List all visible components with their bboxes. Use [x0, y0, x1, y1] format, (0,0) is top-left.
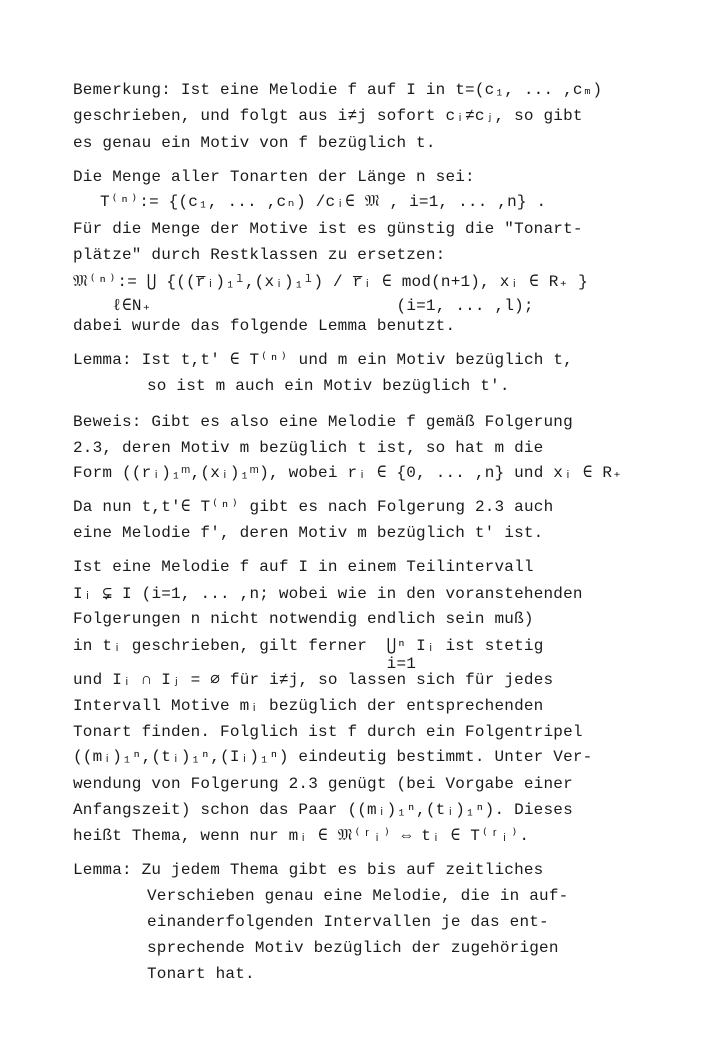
text-line: Form ((rᵢ)₁ᵐ,(xᵢ)₁ᵐ), wobei rᵢ ∈ {0, ... ,n} und xᵢ ∈ R₊: [73, 464, 622, 482]
text-line: plätze" durch Restklassen zu ersetzen:: [73, 246, 446, 264]
text-line: Verschieben genau eine Melodie, die in auf-: [147, 887, 569, 905]
text-line: Folgerungen n nicht notwendig endlich sein muß): [73, 610, 534, 628]
text-line: und Iᵢ ∩ Iⱼ = ∅ für i≠j, so lassen sich für jedes: [73, 671, 554, 689]
text-line: heißt Thema, wenn nur mᵢ ∈ 𝔐⁽ʳᵢ⁾ ⇔ tᵢ ∈ T⁽ʳᵢ⁾.: [73, 827, 530, 845]
text-line: Ist eine Melodie f auf I in einem Teilintervall: [73, 558, 534, 576]
text-line: Beweis: Gibt es also eine Melodie f gemäß Folgerung: [73, 413, 573, 431]
text-line: es genau ein Motiv von f bezüglich t.: [73, 134, 436, 152]
text-line: dabei wurde das folgende Lemma benutzt.: [73, 317, 456, 335]
text-line: ((mᵢ)₁ⁿ,(tᵢ)₁ⁿ,(Iᵢ)₁ⁿ) eindeutig bestimmt. Unter Ver-: [73, 748, 593, 766]
text-line: so ist m auch ein Motiv bezüglich t′.: [147, 377, 510, 395]
text-line: ℓ∈N₊ (i=1, ... ,l);: [73, 297, 534, 315]
text-line: 2.3, deren Motiv m bezüglich t ist, so hat m die: [73, 439, 544, 457]
text-line: in tᵢ geschrieben, gilt ferner ⋃ⁿ Iᵢ ist stetig: [73, 637, 544, 655]
text-line: Lemma: Ist t,t′ ∈ T⁽ⁿ⁾ und m ein Motiv bezüglich t,: [73, 351, 573, 369]
text-line: Für die Menge der Motive ist es günstig die "Tonart-: [73, 220, 583, 238]
text-line: einanderfolgenden Intervallen je das ent-: [147, 913, 549, 931]
text-line: Intervall Motive mᵢ bezüglich der entsprechenden: [73, 697, 544, 715]
text-line: Iᵢ ⊊ I (i=1, ... ,n; wobei wie in den voranstehenden: [73, 585, 583, 603]
text-line: Tonart finden. Folglich ist f durch ein Folgentripel: [73, 723, 583, 741]
text-line: Tonart hat.: [147, 965, 255, 983]
text-line: Lemma: Zu jedem Thema gibt es bis auf zeitliches: [73, 861, 544, 879]
text-line: 𝔐⁽ⁿ⁾:= ⋃ {((r̅ᵢ)₁ˡ,(xᵢ)₁ˡ) / r̅ᵢ ∈ mod(n+1), xᵢ ∈ R₊ }: [73, 273, 588, 291]
text-line: Anfangszeit) schon das Paar ((mᵢ)₁ⁿ,(tᵢ)₁ⁿ). Dieses: [73, 801, 573, 819]
text-line: Die Menge aller Tonarten der Länge n sei:: [73, 168, 475, 186]
text-line: eine Melodie f′, deren Motiv m bezüglich t′ ist.: [73, 524, 544, 542]
text-line: sprechende Motiv bezüglich der zugehörigen: [147, 939, 559, 957]
text-line: Da nun t,t′∈ T⁽ⁿ⁾ gibt es nach Folgerung 2.3 auch: [73, 498, 554, 516]
text-line: wendung von Folgerung 2.3 genügt (bei Vorgabe einer: [73, 775, 573, 793]
text-line: T⁽ⁿ⁾:= {(c₁, ... ,cₙ) /cᵢ∈ 𝔐 , i=1, ... ,n} .: [100, 193, 547, 211]
text-line: i=1: [73, 655, 417, 673]
text-line: Bemerkung: Ist eine Melodie f auf I in t=(c₁, ... ,cₘ): [73, 81, 603, 99]
text-line: geschrieben, und folgt aus i≠j sofort cᵢ≠cⱼ, so gibt: [73, 107, 583, 125]
